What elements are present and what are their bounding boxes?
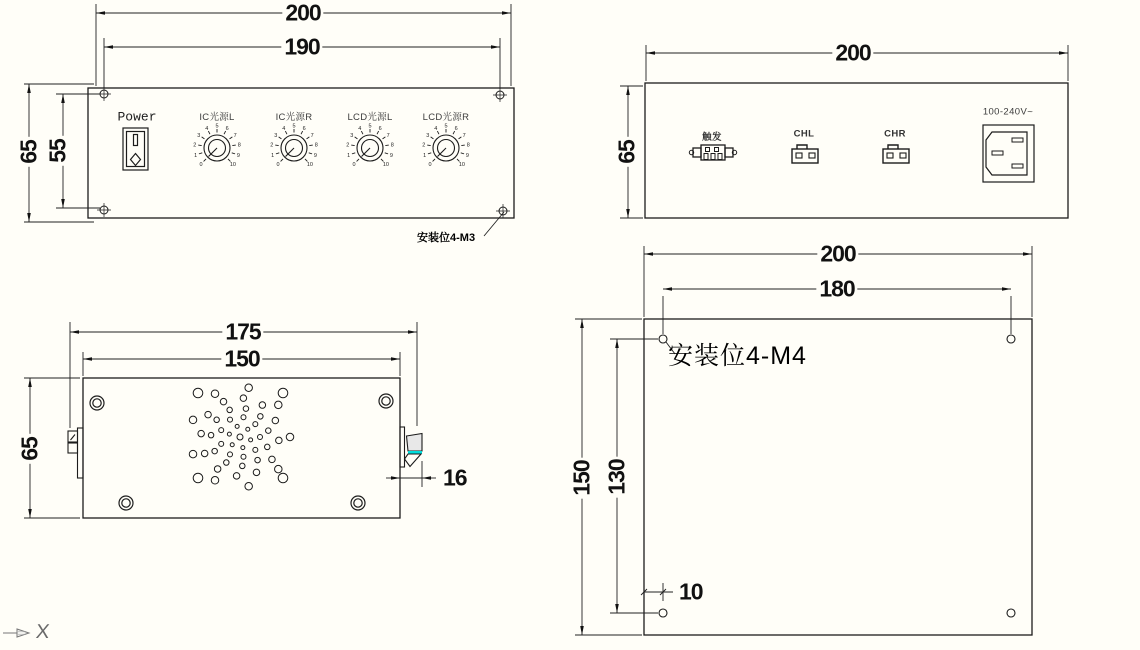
vent-hole xyxy=(198,430,205,437)
vent-hole xyxy=(214,466,221,473)
trigger-connector-label: 触发 xyxy=(702,132,722,143)
vent-hole xyxy=(241,446,245,450)
vent-hole xyxy=(253,469,260,476)
vent-hole xyxy=(240,463,246,469)
vent-hole xyxy=(253,422,258,427)
knob-scale-number: 6 xyxy=(454,125,458,132)
vent-hole xyxy=(227,432,231,436)
knob-scale-number: 0 xyxy=(352,161,356,168)
knob-scale-number: 3 xyxy=(426,132,430,139)
vent-hole xyxy=(211,477,219,485)
knob-scale-number: 4 xyxy=(205,125,209,132)
vent-hole xyxy=(266,428,272,434)
knobs-layer xyxy=(193,111,470,168)
bottom-mounting-holes xyxy=(659,335,1015,617)
knob-scale-number: 0 xyxy=(276,161,280,168)
vent-hole xyxy=(265,444,271,450)
rear-panel-outline xyxy=(645,83,1068,218)
knob-scale-number: 9 xyxy=(389,152,393,159)
knob-scale-number: 2 xyxy=(422,142,426,149)
knob-scale-number: 8 xyxy=(314,142,318,149)
vent-hole xyxy=(212,448,218,454)
vent-hole xyxy=(249,438,253,442)
vent-hole xyxy=(205,411,212,418)
mount-note-leader xyxy=(484,212,504,236)
knob-scale-number: 1 xyxy=(423,152,427,159)
knob-label: LCD光源R xyxy=(422,112,470,123)
knob-icon xyxy=(270,111,318,168)
knob-scale-number: 7 xyxy=(310,132,314,139)
knob-scale-number: 8 xyxy=(466,142,470,149)
dim-front-height-outer: 65 xyxy=(16,137,43,167)
knob-scale-number: 3 xyxy=(350,132,354,139)
front-mount-note: 安装位4-M3 xyxy=(417,232,476,244)
knob-icon xyxy=(193,111,241,168)
vent-hole xyxy=(193,388,203,398)
knob-scale-number: 10 xyxy=(458,161,465,168)
vent-hole xyxy=(220,398,227,405)
power-switch-icon xyxy=(123,128,148,170)
knob-scale-number: 7 xyxy=(386,132,390,139)
vent-hole xyxy=(246,427,250,431)
knob-scale-number: 7 xyxy=(462,132,466,139)
vent-hole xyxy=(240,395,247,402)
dim-rear-height-outer: 65 xyxy=(614,137,641,167)
knob-label: LCD光源L xyxy=(347,112,393,123)
chr-connector-label: CHR xyxy=(884,128,906,140)
knob-scale-number: 1 xyxy=(271,152,275,159)
knob-scale-number: 2 xyxy=(270,142,274,149)
knob-scale-number: 5 xyxy=(368,123,372,130)
vent-hole xyxy=(286,433,294,441)
vent-hole xyxy=(278,473,288,483)
vent-hole xyxy=(214,417,220,423)
knob-scale-number: 5 xyxy=(292,123,296,130)
dim-bottom-width-outer: 200 xyxy=(817,241,858,268)
vent-hole xyxy=(208,432,214,438)
bottom-view xyxy=(575,246,1032,635)
front-panel-view xyxy=(24,4,514,236)
dim-bottom-hole-offset: 10 xyxy=(676,579,706,606)
knob-scale-number: 4 xyxy=(434,125,438,132)
knob-scale-number: 6 xyxy=(302,125,306,132)
knob-scale-number: 4 xyxy=(358,125,362,132)
vent-hole xyxy=(230,443,234,447)
vent-hole xyxy=(219,441,224,446)
vent-hole xyxy=(228,452,233,457)
dim-side-height-outer: 65 xyxy=(17,434,44,464)
rear-panel-view xyxy=(620,45,1068,218)
chr-connector-icon xyxy=(883,145,909,163)
dim-bottom-height-outer: 150 xyxy=(569,457,596,498)
knob-scale-number: 8 xyxy=(237,142,241,149)
vent-hole xyxy=(245,384,253,392)
knob-scale-number: 7 xyxy=(233,132,237,139)
vent-hole xyxy=(253,447,258,452)
chl-connector-label: CHL xyxy=(793,128,815,140)
vent-hole xyxy=(241,415,246,420)
chl-connector-icon xyxy=(792,145,818,163)
dim-front-width-outer: 200 xyxy=(282,0,323,27)
vent-hole xyxy=(276,437,283,444)
dim-side-vent-span: 150 xyxy=(221,346,262,373)
vent-hole xyxy=(233,473,240,480)
vent-hole xyxy=(193,473,203,483)
dim-bottom-hole-span-x: 180 xyxy=(816,276,857,303)
knob-scale-number: 10 xyxy=(382,161,389,168)
knob-icon xyxy=(422,111,470,168)
knob-scale-number: 9 xyxy=(236,152,240,159)
dim-bottom-hole-span-y: 130 xyxy=(604,456,631,497)
knob-scale-number: 10 xyxy=(229,161,236,168)
dim-side-protrusion: 16 xyxy=(440,465,470,492)
dim-front-hole-span-v: 55 xyxy=(45,136,72,166)
dim-front-hole-span: 190 xyxy=(281,34,322,61)
vent-hole xyxy=(275,465,283,473)
power-inlet-label: 100-240V~ xyxy=(982,106,1034,118)
mounting-hole xyxy=(97,87,510,218)
knob-icon xyxy=(346,111,394,168)
knob-scale-number: 1 xyxy=(194,152,198,159)
dim-side-width-outer: 175 xyxy=(222,319,263,346)
power-switch-label: Power xyxy=(117,109,157,125)
vent-hole xyxy=(259,402,266,409)
vent-hole xyxy=(258,435,263,440)
vent-hole xyxy=(278,388,288,398)
knob-scale-number: 1 xyxy=(347,152,351,159)
knob-scale-number: 9 xyxy=(313,152,317,159)
vent-hole xyxy=(189,416,197,424)
vent-hole xyxy=(224,460,230,466)
knob-scale-number: 3 xyxy=(274,132,278,139)
trigger-connector-icon xyxy=(689,145,736,160)
knob-scale-number: 5 xyxy=(444,123,448,130)
knob-scale-number: 5 xyxy=(215,123,219,130)
knob-scale-number: 9 xyxy=(465,152,469,159)
knob-scale-number: 8 xyxy=(390,142,394,149)
vent-holes-icon xyxy=(189,384,293,490)
axis-x-label: X xyxy=(34,621,51,643)
side-switch-icon xyxy=(400,427,422,467)
dim-rear-width-outer: 200 xyxy=(832,40,873,67)
vent-hole xyxy=(227,407,233,413)
knob-label: IC光源R xyxy=(275,112,313,123)
vent-hole xyxy=(275,401,283,409)
knob-scale-number: 3 xyxy=(197,132,201,139)
vent-hole xyxy=(189,450,197,458)
vent-hole xyxy=(269,456,276,463)
vent-hole xyxy=(237,434,243,440)
side-left-bracket-icon xyxy=(68,428,83,478)
vent-hole xyxy=(258,414,264,420)
knob-scale-number: 0 xyxy=(428,161,432,168)
knob-scale-number: 6 xyxy=(225,125,229,132)
knob-scale-number: 6 xyxy=(378,125,382,132)
vent-hole xyxy=(219,428,224,433)
vent-hole xyxy=(243,406,249,412)
vent-hole xyxy=(272,417,279,424)
knob-label: IC光源L xyxy=(199,112,235,123)
vent-hole xyxy=(235,424,239,428)
knob-scale-number: 4 xyxy=(282,125,286,132)
vent-hole xyxy=(241,454,246,459)
bottom-mount-note: 安装位4-M4 xyxy=(668,342,807,370)
vent-hole xyxy=(245,482,253,490)
vent-hole xyxy=(228,417,233,422)
knob-scale-number: 2 xyxy=(346,142,350,149)
vent-hole xyxy=(255,457,261,463)
knob-scale-number: 2 xyxy=(193,142,197,149)
vent-hole xyxy=(201,450,208,457)
knob-scale-number: 10 xyxy=(306,161,313,168)
vent-hole xyxy=(211,390,219,398)
iec-inlet-icon xyxy=(983,125,1034,182)
axis-arrow-icon xyxy=(3,629,29,637)
side-corner-holes xyxy=(90,394,393,510)
knob-scale-number: 0 xyxy=(199,161,203,168)
